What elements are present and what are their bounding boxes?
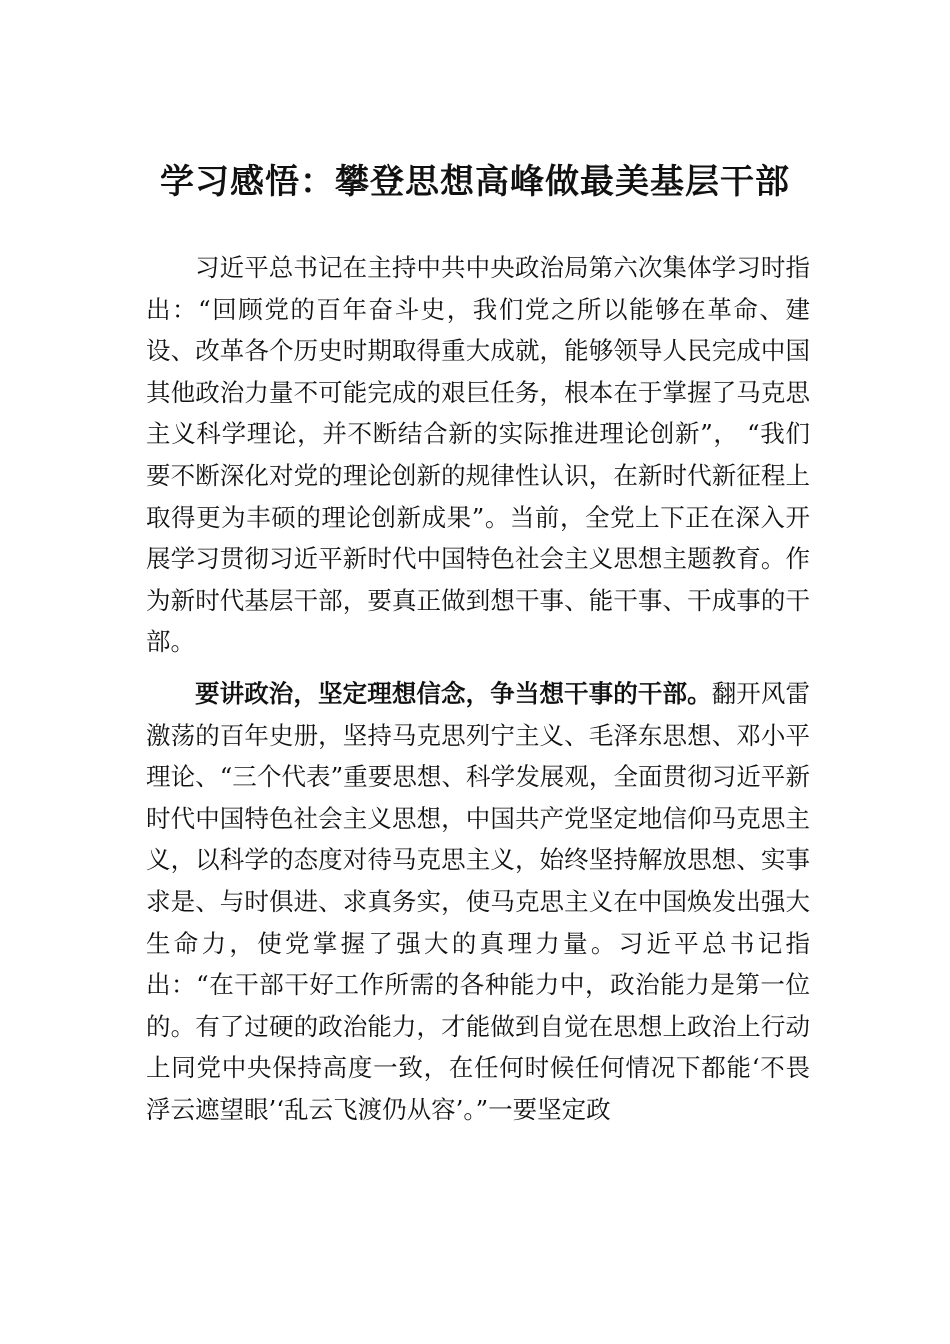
document-title: 学习感悟：攀登思想高峰做最美基层干部	[160, 162, 790, 202]
paragraph-intro-text: 习近平总书记在主持中共中央政治局第六次集体学习时指出：“回顾党的百年奋斗史，我们党之所以能够在革命、建设、改革各个历史时期取得重大成就，能够领导人民完成中国其他政治力量不可能完成的艰巨任务，根本在于掌握了马克思主义科学理论，并不断结合新的实际推进理论创新”， “我们要不断深化对党的理论创新的规律性认识，在新时代新征程上取得更为丰硕的理论创新成果”。当前，全党上下正在深入开展学习贯彻习近平新时代中国特色社会主义思想主题教育。作为新时代基层干部，要真正做到想干事、能干事、干成事的干部。	[146, 253, 810, 657]
paragraph-politics-text: 翻开风雷激荡的百年史册，坚持马克思列宁主义、毛泽东思想、邓小平理论、“三个代表”重要思想、科学发展观，全面贯彻习近平新时代中国特色社会主义思想，中国共产党坚定地信仰马克思主义，以科学的态度对待马克思主义，始终坚持解放思想、实事求是、与时俱进、求真务实，使马克思主义在中国焕发出强大生命力，使党掌握了强大的真理力量。习近平总书记指出：“在干部干好工作所需的各种能力中，政治能力是第一位的。有了过硬的政治能力，才能做到自觉在思想上政治上行动上同党中央保持高度一致，在任何时候任何情况下都能‘不畏浮云遮望眼’‘乱云飞渡仍从容’。”一要坚定政	[146, 678, 810, 1124]
paragraph-politics-lead: 要讲政治，坚定理想信念，争当想干事的干部。	[195, 678, 712, 708]
paragraph-intro	[146, 247, 810, 663]
document-body	[146, 247, 810, 1130]
paragraph-politics	[146, 673, 810, 1131]
